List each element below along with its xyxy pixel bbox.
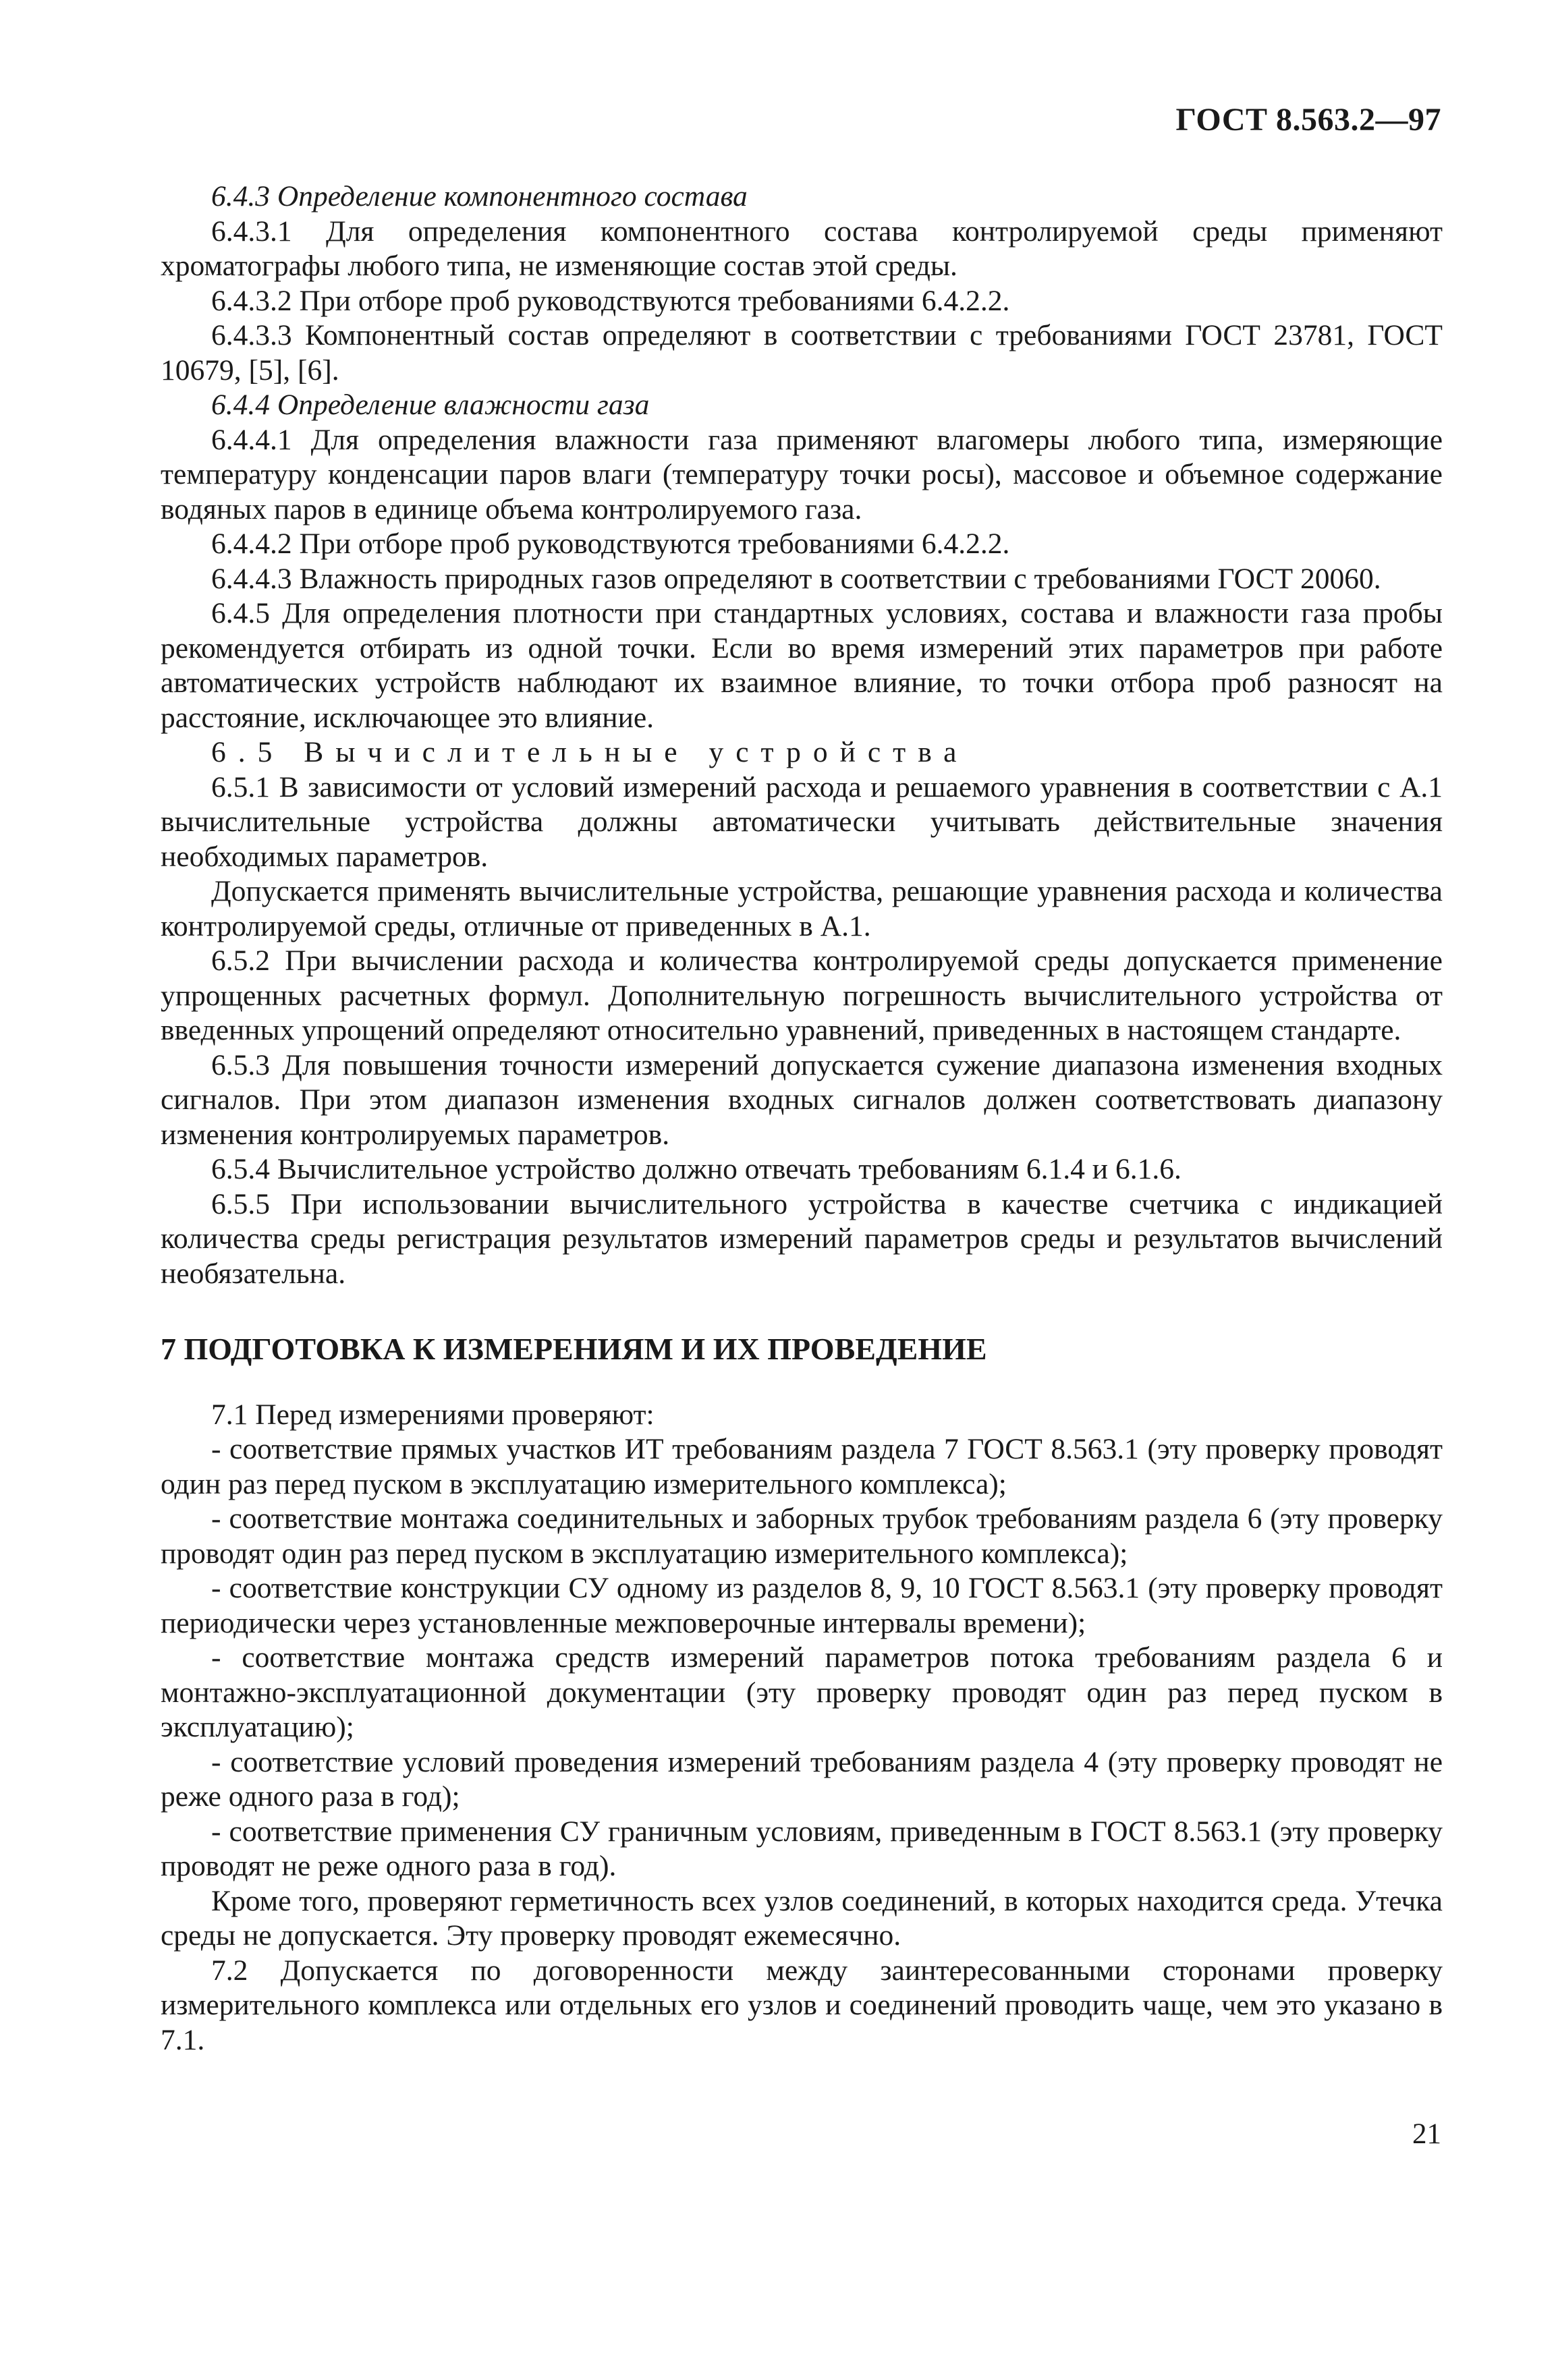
section-title: 7 ПОДГОТОВКА К ИЗМЕРЕНИЯМ И ИХ ПРОВЕДЕНИЕ [161, 1332, 987, 1366]
document-body [161, 179, 1443, 2058]
body-paragraph: Допускается применять вычислительные устройства, решающие уравнения расхода и количества контролируемой среды, отличные от приведенных в А.1. [161, 875, 1443, 942]
list-item: - соответствие конструкции СУ одному из разделов 8, 9, 10 ГОСТ 8.563.1 (эту проверку проводят периодически через установленные межповерочные интервалы времени); [161, 1572, 1443, 1639]
subsection-heading: 6.4.3 Определение компонентного состава [211, 180, 748, 213]
body-paragraph: 6.4.4.2 При отборе проб руководствуются требованиями 6.4.2.2. [211, 528, 1010, 560]
body-paragraph: 6.5.2 При вычислении расхода и количества контролируемой среды допускается применение упрощенных расчетных формул. Дополнительную погрешность вычислительного устройства от введенных упрощений определяют относительно уравнений, приведенных в настоящем стандарте. [161, 944, 1443, 1046]
page-number: 21 [1412, 2118, 1441, 2150]
list-item: - соответствие прямых участков ИТ требованиям раздела 7 ГОСТ 8.563.1 (эту проверку проводят один раз перед пуском в эксплуатацию измерительного комплекса); [161, 1433, 1443, 1500]
subsection-heading: 6.4.4 Определение влажности газа [211, 389, 650, 421]
body-paragraph: 6.4.3.2 При отборе проб руководствуются требованиями 6.4.2.2. [211, 284, 1010, 317]
body-paragraph: 6.5.4 Вычислительное устройство должно отвечать требованиям 6.1.4 и 6.1.6. [211, 1153, 1182, 1185]
body-paragraph: 6.5.1 В зависимости от условий измерений расхода и решаемого уравнения в соответствии с А.1 вычислительные устройства должны автоматически учитывать действительные значения необходимых параметров. [161, 770, 1443, 873]
list-item: - соответствие условий проведения измерений требованиям раздела 4 (эту проверку проводят не реже одного раза в год); [161, 1745, 1443, 1813]
body-paragraph: 7.1 Перед измерениями проверяют: [211, 1398, 655, 1431]
body-paragraph: 6.4.3.1 Для определения компонентного состава контролируемой среды применяют хроматографы любого типа, не изменяющие состав этой среды. [161, 215, 1443, 282]
body-paragraph: 6.4.3.3 Компонентный состав определяют в соответствии с требованиями ГОСТ 23781, ГОСТ 10679, [5], [6]. [161, 319, 1443, 387]
body-paragraph: 6.4.4.1 Для определения влажности газа применяют влагомеры любого типа, измеряющие температуру конденсации паров влаги (температуру точки росы), массовое и объемное содержание водяных паров в единице объема контролируемого газа. [161, 423, 1443, 526]
body-paragraph: 6.5.3 Для повышения точности измерений допускается сужение диапазона изменения входных сигналов. При этом диапазон изменения входных сигналов должен соответствовать диапазону изменения контролируемых параметров. [161, 1048, 1443, 1151]
body-paragraph: 6.4.4.3 Влажность природных газов определяют в соответствии с требованиями ГОСТ 20060. [211, 562, 1381, 595]
body-paragraph: 6.5.5 При использовании вычислительного устройства в качестве счетчика с индикацией количества среды регистрация результатов измерений параметров среды и результатов вычислений необязательна. [161, 1187, 1443, 1290]
body-paragraph: 6.4.5 Для определения плотности при стандартных условиях, состава и влажности газа пробы рекомендуется отбирать из одной точки. Если во время измерений этих параметров при работе автоматических устройств наблюдают их взаимное влияние, то точки отбора проб разносят на расстояние, исключающее это влияние. [161, 597, 1443, 734]
body-paragraph: Кроме того, проверяют герметичность всех узлов соединений, в которых находится среда. Утечка среды не допускается. Эту проверку проводят ежемесячно. [161, 1884, 1443, 1952]
body-paragraph: 7.2 Допускается по договоренности между заинтересованными сторонами проверку измерительного комплекса или отдельных его узлов и соединений проводить чаще, чем это указано в 7.1. [161, 1954, 1443, 2056]
document-code-header: ГОСТ 8.563.2—97 [1175, 102, 1441, 138]
list-item: - соответствие монтажа средств измерений параметров потока требованиям раздела 6 и монтажно-эксплуатационной документации (эту проверку проводят один раз перед пуском в эксплуатацию); [161, 1641, 1443, 1743]
subsection-heading-spaced: 6.5 Вычислительные устройства [211, 736, 969, 768]
list-item: - соответствие применения СУ граничным условиям, приведенным в ГОСТ 8.563.1 (эту проверку проводят не реже одного раза в год). [161, 1815, 1443, 1882]
list-item: - соответствие монтажа соединительных и заборных трубок требованиям раздела 6 (эту проверку проводят один раз перед пуском в эксплуатацию измерительного комплекса); [161, 1502, 1443, 1570]
